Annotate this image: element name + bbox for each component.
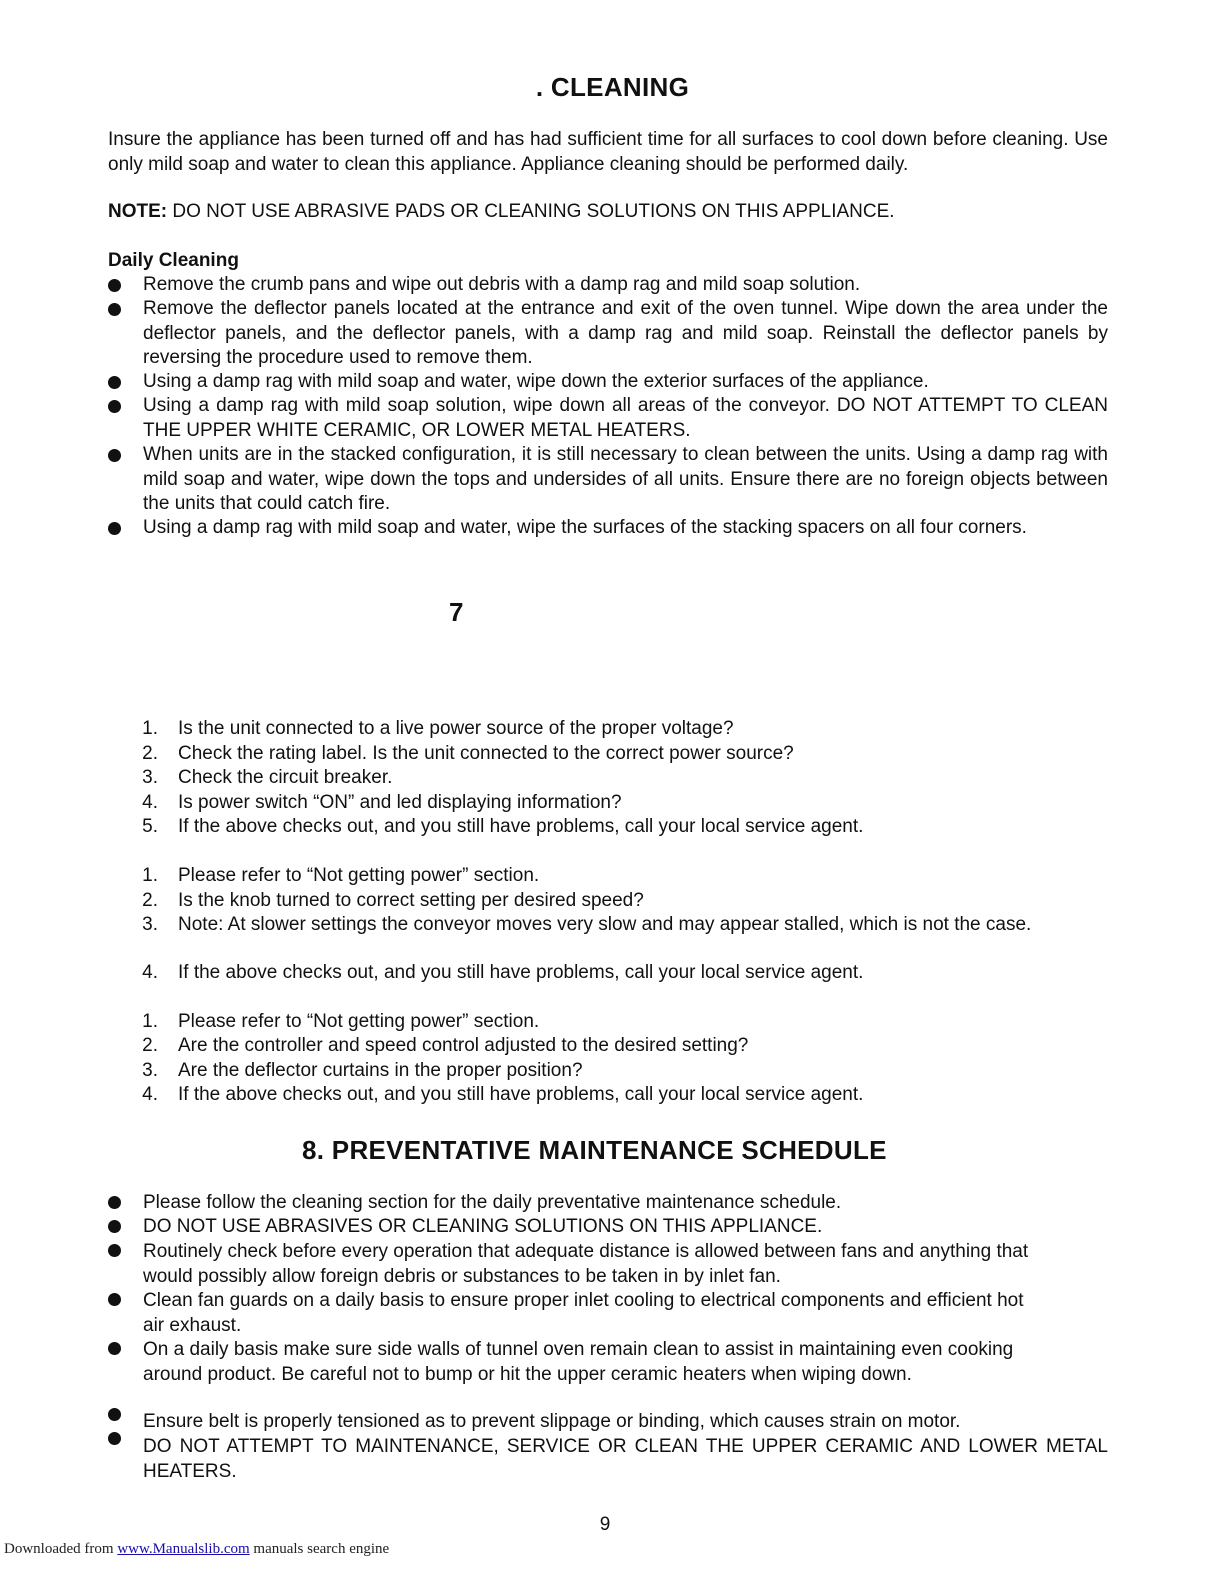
bullet-icon bbox=[108, 522, 121, 535]
maintenance-item: On a daily basis make sure side walls of tunnel oven remain clean to assist in maintaining even cooking around product. Be careful not to bump or hit the upper ceramic heaters when wiping down. bbox=[143, 1339, 1014, 1385]
list-item: Please refer to “Not getting power” section. bbox=[178, 1011, 540, 1032]
bullet-icon bbox=[108, 1342, 121, 1355]
list-item: Note: At slower settings the conveyor moves very slow and may appear stalled, which is not the case. bbox=[178, 914, 1032, 935]
list-number: 5. bbox=[142, 816, 158, 837]
list-number: 1. bbox=[142, 718, 158, 739]
list-item: Please refer to “Not getting power” section. bbox=[178, 865, 540, 886]
list-item: If the above checks out, and you still have problems, call your local service agent. bbox=[178, 962, 864, 983]
cleaning-title: . CLEANING bbox=[535, 72, 690, 102]
troubleshooting-section-number: 7 bbox=[449, 597, 464, 627]
list-number: 2. bbox=[142, 1035, 158, 1056]
list-item: Are the controller and speed control adjusted to the desired setting? bbox=[178, 1035, 749, 1056]
list-item: Is power switch “ON” and led displaying information? bbox=[178, 792, 622, 813]
note-text: DO NOT USE ABRASIVE PADS OR CLEANING SOLUTIONS ON THIS APPLIANCE. bbox=[167, 201, 895, 222]
bullet-icon bbox=[108, 279, 121, 292]
note-label: NOTE: bbox=[108, 201, 168, 222]
list-number: 3. bbox=[142, 767, 158, 788]
download-footer bbox=[4, 1541, 389, 1558]
footer-prefix: Downloaded from bbox=[4, 1541, 118, 1557]
bullet-icon bbox=[108, 1220, 121, 1233]
daily-item: Using a damp rag with mild soap and water, wipe down the exterior surfaces of the appliance. bbox=[143, 371, 929, 392]
list-number: 3. bbox=[142, 1060, 158, 1081]
daily-item: Remove the deflector panels located at the entrance and exit of the oven tunnel. Wipe down the area under the deflector panels, and the deflector panels, with a damp rag and mild soap. Reinstall the deflector panels by reversing the procedure used to remove them. bbox=[143, 298, 1108, 368]
maintenance-title: 8. PREVENTATIVE MAINTENANCE SCHEDULE bbox=[302, 1135, 887, 1165]
list-item: If the above checks out, and you still have problems, call your local service agent. bbox=[178, 1084, 864, 1105]
manualslib-link[interactable]: www.Manualslib.com bbox=[117, 1541, 250, 1557]
maintenance-item: Please follow the cleaning section for the daily preventative maintenance schedule. bbox=[143, 1192, 842, 1213]
list-number: 4. bbox=[142, 792, 158, 813]
list-number: 2. bbox=[142, 890, 158, 911]
list-number: 1. bbox=[142, 865, 158, 886]
bullet-icon bbox=[108, 1293, 121, 1306]
daily-cleaning-heading: Daily Cleaning bbox=[108, 250, 239, 271]
maintenance-item: DO NOT ATTEMPT TO MAINTENANCE, SERVICE OR CLEAN THE UPPER CERAMIC AND LOWER METAL HEATERS. bbox=[143, 1436, 1108, 1482]
daily-item: Using a damp rag with mild soap and water, wipe the surfaces of the stacking spacers on all four corners. bbox=[143, 517, 1027, 538]
bullet-icon bbox=[108, 1432, 121, 1445]
list-number: 2. bbox=[142, 743, 158, 764]
bullet-icon bbox=[108, 1196, 121, 1209]
list-number: 4. bbox=[142, 1084, 158, 1105]
list-item: Is the knob turned to correct setting per desired speed? bbox=[178, 890, 644, 911]
list-number: 3. bbox=[142, 914, 158, 935]
maintenance-item: Clean fan guards on a daily basis to ensure proper inlet cooling to electrical components and efficient hot air exhaust. bbox=[143, 1290, 1024, 1336]
list-item: Are the deflector curtains in the proper position? bbox=[178, 1060, 583, 1081]
daily-item: Remove the crumb pans and wipe out debris with a damp rag and mild soap solution. bbox=[143, 274, 861, 295]
bullet-icon bbox=[108, 303, 121, 316]
list-item: Check the circuit breaker. bbox=[178, 767, 393, 788]
daily-item: When units are in the stacked configuration, it is still necessary to clean between the units. Using a damp rag with mild soap and water, wipe down the tops and undersides of all units. Ensure there are no foreign objects between the units that could catch fire. bbox=[143, 444, 1108, 514]
bullet-icon bbox=[108, 376, 121, 389]
maintenance-item: Ensure belt is properly tensioned as to prevent slippage or binding, which causes strain on motor. bbox=[143, 1411, 961, 1432]
bullet-icon bbox=[108, 1244, 121, 1257]
footer-suffix: manuals search engine bbox=[249, 1541, 390, 1557]
list-item: If the above checks out, and you still have problems, call your local service agent. bbox=[178, 816, 864, 837]
list-item: Check the rating label. Is the unit connected to the correct power source? bbox=[178, 743, 794, 764]
bullet-icon bbox=[108, 1408, 121, 1421]
bullet-icon bbox=[108, 449, 121, 462]
bullet-icon bbox=[108, 400, 121, 413]
cleaning-note bbox=[108, 200, 1108, 225]
cleaning-intro: Insure the appliance has been turned off and has had sufficient time for all surfaces to cool down before cleaning. Use only mild soap and water to clean this appliance. Appliance cleaning should be performed daily. bbox=[108, 129, 1108, 175]
maintenance-item: Routinely check before every operation that adequate distance is allowed between fans and anything that would possibly allow foreign debris or substances to be taken in by inlet fan. bbox=[143, 1241, 1029, 1287]
list-number: 1. bbox=[142, 1011, 158, 1032]
page-number: 9 bbox=[599, 1514, 611, 1535]
list-item: Is the unit connected to a live power source of the proper voltage? bbox=[178, 718, 734, 739]
maintenance-item: DO NOT USE ABRASIVES OR CLEANING SOLUTIONS ON THIS APPLIANCE. bbox=[143, 1216, 823, 1237]
list-number: 4. bbox=[142, 962, 158, 983]
daily-item: Using a damp rag with mild soap solution, wipe down all areas of the conveyor. DO NOT ATTEMPT TO CLEAN THE UPPER WHITE CERAMIC, OR LOWER METAL HEATERS. bbox=[143, 395, 1108, 441]
